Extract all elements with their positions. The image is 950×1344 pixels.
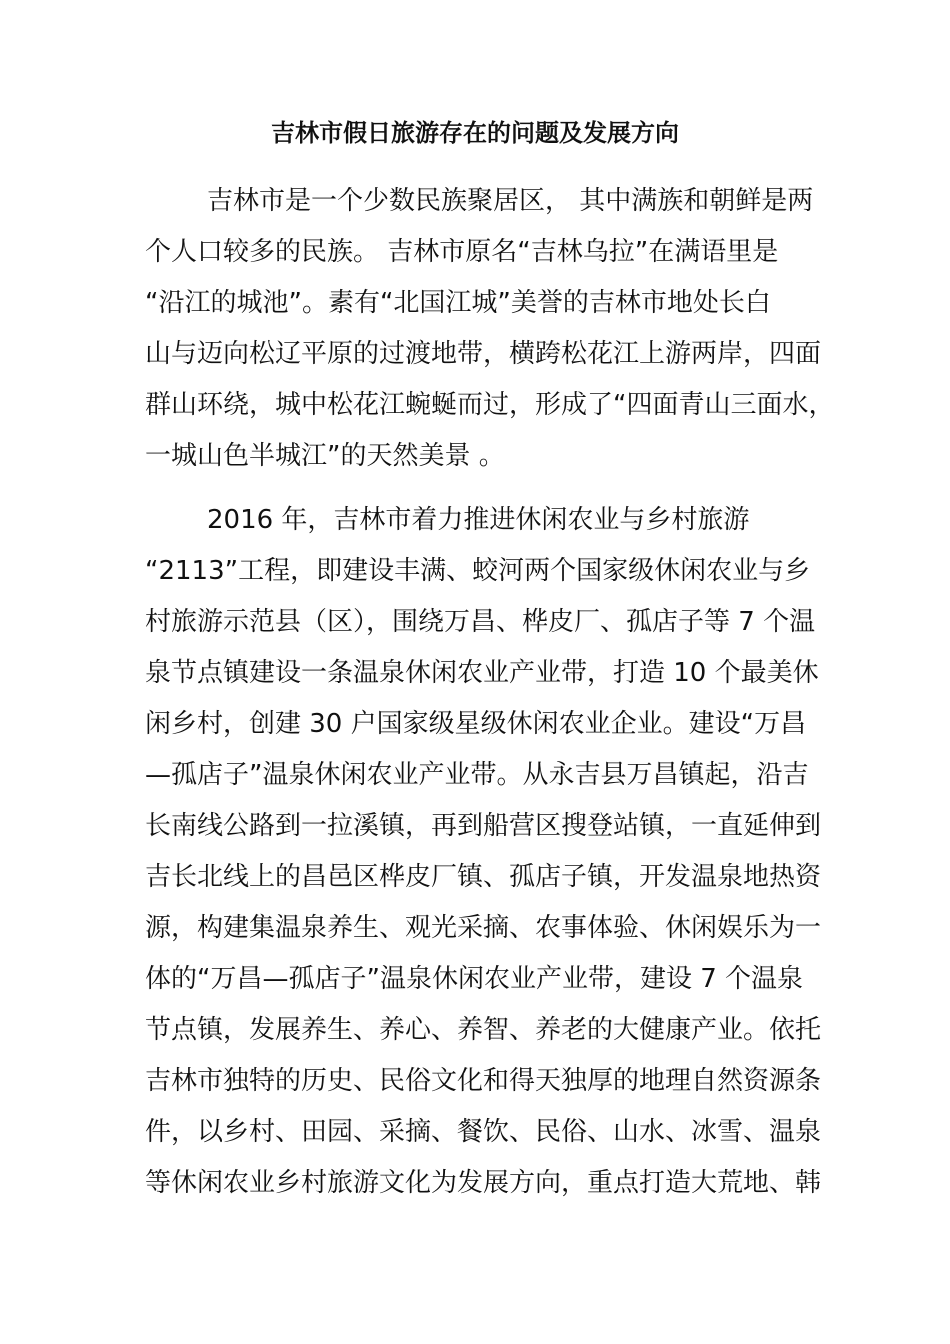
paragraph-1-line-4: 山与迈向松辽平原的过渡地带，横跨松花江上游两岸，四面 [145, 339, 822, 369]
paragraph-2-line-2: “2113”工程，即建设丰满、蛟河两个国家级休闲农业与乡 [145, 556, 811, 586]
paragraph-1-line-6: 一城山色半城江”的天然美景 。 [145, 441, 505, 471]
paragraph-1-line-1: 吉林市是一个少数民族聚居区， 其中满族和朝鲜是两 [207, 186, 814, 216]
paragraph-2-line-11: 节点镇，发展养生、养心、养智、养老的大健康产业。依托 [145, 1015, 822, 1045]
paragraph-2-line-4: 泉节点镇建设一条温泉休闲农业产业带，打造 10 个最美休 [145, 658, 819, 688]
paragraph-2-line-6: —孤店子”温泉休闲农业产业带。从永吉县万昌镇起，沿吉 [145, 760, 809, 790]
paragraph-1-line-5: 群山环绕，城中松花江蜿蜒而过，形成了“四面青山三面水， [145, 390, 835, 420]
paragraph-2-line-5: 闲乡村，创建 30 户国家级星级休闲农业企业。建设“万昌 [145, 709, 807, 739]
paragraph-2-line-7: 长南线公路到一拉溪镇，再到船营区搜登站镇，一直延伸到 [145, 811, 822, 841]
paragraph-2-line-8: 吉长北线上的昌邑区桦皮厂镇、孤店子镇，开发温泉地热资 [145, 862, 822, 892]
paragraph-2-line-10: 体的“万昌—孤店子”温泉休闲农业产业带，建设 7 个温泉 [145, 964, 804, 994]
document-title: 吉林市假日旅游存在的问题及发展方向 [271, 119, 679, 147]
paragraph-2-line-9: 源，构建集温泉养生、观光采摘、农事体验、休闲娱乐为一 [145, 913, 822, 943]
paragraph-2-line-14: 等休闲农业乡村旅游文化为发展方向，重点打造大荒地、韩 [145, 1168, 822, 1198]
paragraph-2-line-12: 吉林市独特的历史、民俗文化和得天独厚的地理自然资源条 [145, 1066, 822, 1096]
paragraph-1-line-2: 个人口较多的民族。 吉林市原名“吉林乌拉”在满语里是 [145, 237, 779, 267]
paragraph-1-line-3: “沿江的城池”。素有“北国江城”美誉的吉林市地处长白 [145, 288, 771, 318]
paragraph-2-line-3: 村旅游示范县（区），围绕万昌、桦皮厂、孤店子等 7 个温 [145, 607, 816, 637]
paragraph-2-line-1: 2016 年，吉林市着力推进休闲农业与乡村旅游 [207, 505, 750, 535]
paragraph-2-line-13: 件，以乡村、田园、采摘、餐饮、民俗、山水、冰雪、温泉 [145, 1117, 822, 1147]
